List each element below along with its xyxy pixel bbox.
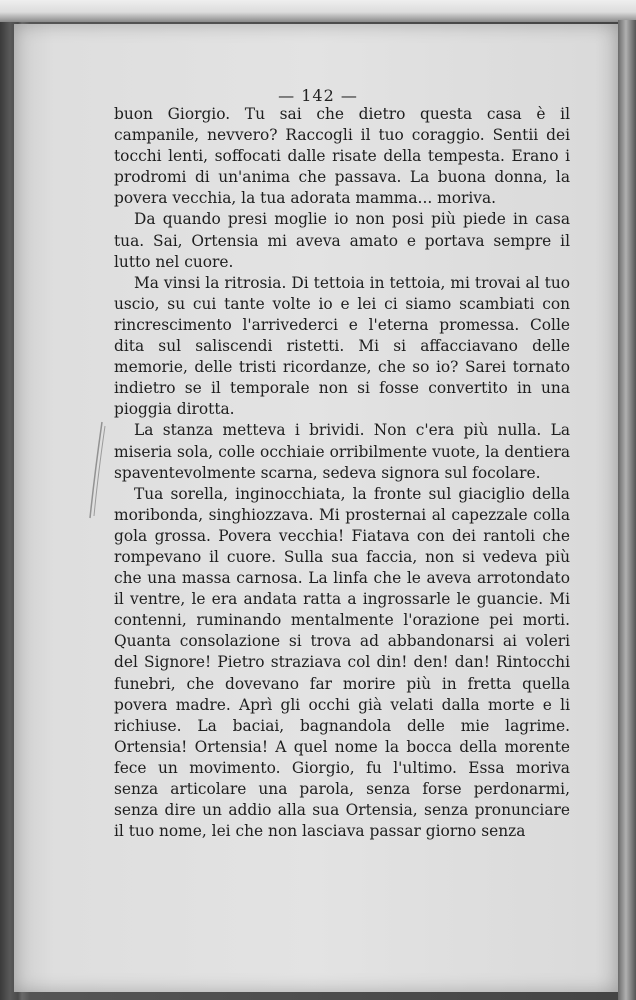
paragraph-1: buon Giorgio. Tu sai che dietro questa casa è il campanile, nevvero? Raccogli il tuo coraggio. Sentii dei tocchi lenti, soffocati dalle risate della tempesta. Erano i prodromi di un'anima che passava. La buona donna, la povera vecchia, la tua adorata mamma... moriva.	[114, 105, 570, 208]
body-text	[114, 104, 570, 842]
page-edge	[618, 20, 636, 1000]
paragraph-3: Ma vinsi la ritrosia. Di tettoia in tettoia, mi trovai al tuo uscio, su cui tante volte io e lei ci siamo scambiati con rincrescimento l'arrivederci e l'eterna promessa. Colle dita sul saliscendi ristetti. Mi si affacciavano delle memorie, delle tristi ricordanze, che so io? Sarei tornato indietro se il temporale non si fosse convertito in una pioggia dirotta.	[114, 273, 570, 419]
top-edge	[0, 0, 636, 22]
margin-pencil-mark	[86, 420, 108, 520]
page-number: — 142 —	[278, 86, 358, 105]
paragraph-5: Tua sorella, inginocchiata, la fronte sul giaciglio della moribonda, singhiozzava. Mi prosternai al capezzale colla gola grossa. Povera vecchia! Fiatava con dei rantoli che rompevano il cuore. Sulla sua faccia, non si vedeva più che una massa carnosa. La linfa che le aveva arrotondato il ventre, le era andata ratta a ingrossarle le guancie. Mi contenni, ruminando mentalmente l'orazione pei morti. Quanta consolazione si trova ad abbandonarsi ai voleri del Signore! Pietro straziava col din! den! dan! Rintocchi funebri, che dovevano far morire più in fretta quella povera madre. Aprì gli occhi già velati dalla morte e li richiuse. La baciai, bagnandola delle mie lagrime. Ortensia! Ortensia! A quel nome la bocca della morente fece un movimento. Giorgio, fu l'ultimo. Essa moriva senza articolare una parola, senza forse perdonarmi, senza dire un addio alla sua Ortensia, senza pronunciare il tuo nome, lei che non lasciava passar giorno senza	[114, 484, 570, 841]
paragraph-2: Da quando presi moglie io non posi più piede in casa tua. Sai, Ortensia mi aveva amato e portava sempre il lutto nel cuore.	[114, 210, 570, 271]
paragraph-4: La stanza metteva i brividi. Non c'era più nulla. La miseria sola, colle occhiaie orribilmente vuote, la dentiera spaventevolmente scarna, sedeva signora sul focolare.	[114, 421, 570, 482]
